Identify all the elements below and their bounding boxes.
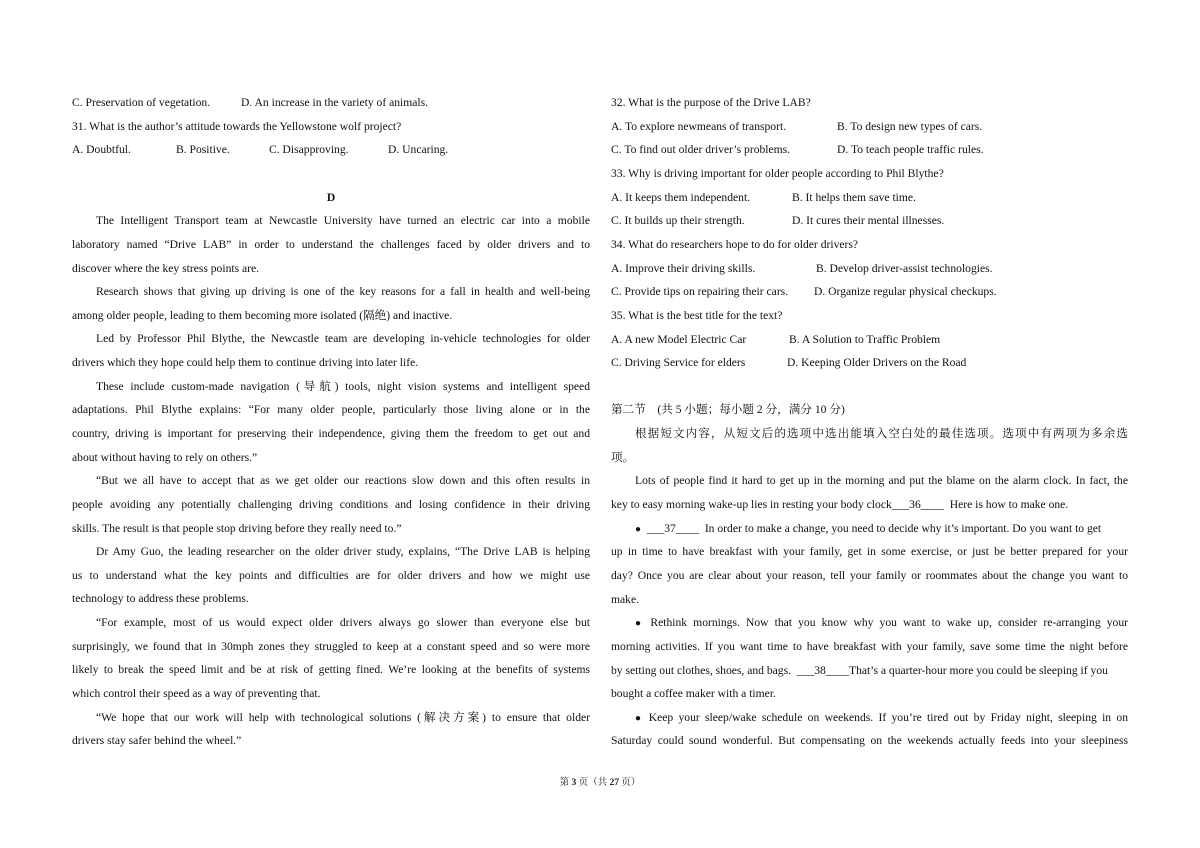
bullet-1 [611,517,1128,541]
text-line: which control their speed as a way of preventing that. [72,687,321,701]
option-b: B. Positive. [176,143,230,157]
section-title: 第二节 (共 5 小题；每小题 2 分，满分 10 分) [611,403,845,417]
q33-options [611,209,1128,233]
option-d: D. To teach people traffic rules. [837,143,984,157]
text-line: discover where the key stress points are. [72,261,260,275]
paragraph-8 [72,706,590,753]
text-line: drivers stay safer behind the wheel.” [72,734,242,748]
option-b: B. It helps them save time. [792,190,916,204]
option-c: C. Disapproving. [269,143,349,157]
text-line: bought a coffee maker with a timer. [611,687,776,701]
text-line: us to understand what the key points and difficulties are for older drivers and how we might use [72,568,590,582]
text-line: people avoiding any potentially challenging driving conditions and losing confidence in their driving [72,497,590,511]
text-line [611,493,1128,517]
bullet-3 [611,706,1128,730]
text-line [611,659,1128,683]
question-35: 35. What is the best title for the text? [611,308,783,322]
text-line: Lots of people find it hard to get up in the morning and put the blame on the alarm clock. In fact, the [635,474,1128,488]
option-c: C. To find out older driver’s problems. [611,143,791,157]
text-segment: by setting out clothes, shoes, and bags. [611,663,797,677]
text-line: among older people, leading to them becoming more isolated (隔绝) and inactive. [72,308,453,322]
paragraph-7 [72,611,590,706]
option-d: D. It cures their mental illnesses. [792,214,945,228]
footer-text: 页） [621,778,641,788]
q35-options [611,328,1128,352]
option-b: B. To design new types of cars. [837,119,983,133]
q34-options [611,280,1128,304]
paragraph-6 [72,540,590,611]
passage-letter: D [326,190,336,204]
text-line: about without having to rely on others.” [72,450,258,464]
text-line: Dr Amy Guo, the leading researcher on the older driver study, explains, “The Drive LAB is helping [96,545,590,559]
blank-38: ___38____ [796,663,849,677]
option-d: D. Keeping Older Drivers on the Road [787,356,967,370]
text-line: “But we all have to accept that as we get older our reactions slow down and this often results in [96,474,590,488]
text-segment: That’s a quarter-hour more you could be sleeping if you [848,663,1108,677]
option-b: B. Develop driver-assist technologies. [816,261,993,275]
option-b: B. A Solution to Traffic Problem [789,332,941,346]
paragraph-4 [72,375,590,470]
text-line: Research shows that giving up driving is one of the key reasons for a fall in health and well-being [96,285,590,299]
text-line: Saturday could sound wonderful. But compensating on the weekends actually feeds into your sleepiness [611,734,1128,748]
text-line: morning activities. If you want time to have breakfast with your family, save some time the night before [611,639,1128,653]
question-31: 31. What is the author’s attitude towards the Yellowstone wolf project? [72,119,402,133]
option-a: A. To explore newmeans of transport. [611,119,787,133]
paragraph-2 [72,280,590,327]
footer-text: 页（共 [578,778,608,788]
text-line: adaptations. Phil Blythe explains: “For many older people, particularly those living alone or in the [72,403,590,417]
text-line: day? Once you are clear about your reason, tell your family or roommates about the change you want to [611,568,1128,582]
text-line: country, driving is important for preserving their independence, giving them the freedom to get out and [72,427,590,440]
text-segment: In order to make a change, you need to decide why it’s important. Do you want to get [699,521,1102,535]
question-32: 32. What is the purpose of the Drive LAB? [611,96,811,109]
bullet-2 [611,611,1128,635]
text-segment: Here is how to make one. [943,498,1069,512]
bullet-icon: ● [635,523,642,535]
option-a: A. A new Model Electric Car [611,332,747,346]
q32-options [611,115,1128,139]
instruction-line: 项。 [611,450,635,464]
q30-options [72,91,590,115]
footer-text: 第 [559,778,570,788]
bullet-icon: ● [635,712,644,724]
option-a: A. Doubtful. [72,143,131,157]
total-pages: 27 [609,778,619,788]
text-line: “For example, most of us would expect older drivers always go slower than everyone else but [96,616,590,630]
q34-options [611,257,1128,281]
text-segment: key to easy morning wake-up lies in resting your body clock [611,498,892,512]
option-c: C. Preservation of vegetation. [72,96,211,109]
text-line: Led by Professor Phil Blythe, the Newcastle team are developing in-vehicle technologies for older [96,332,590,346]
text-line: “We hope that our work will help with technological solutions (解决方案) to ensure that older [96,710,590,724]
option-c: C. Provide tips on repairing their cars. [611,285,789,299]
blank-37: ___37____ [646,521,700,535]
text-line: These include custom-made navigation (导航) tools, night vision systems and intelligent speed [96,379,590,393]
option-c: C. It builds up their strength. [611,214,745,228]
right-column [611,91,1128,753]
paragraph-3 [72,327,590,374]
page-number: 3 [571,778,577,788]
text-line: drivers which they hope could help them to continue driving into later life. [72,356,419,370]
instruction-line: 根据短文内容，从短文后的选项中选出能填入空白处的最佳选项。选项中有两项为多余选 [635,427,1128,441]
text-line: technology to address these problems. [72,592,249,606]
bullet-icon: ● [635,618,645,630]
question-34: 34. What do researchers hope to do for older drivers? [611,237,859,251]
paragraph-5 [72,469,590,540]
q31-options [72,138,590,162]
paragraph-1 [72,209,590,280]
option-d: D. Organize regular physical checkups. [814,285,997,299]
option-d: D. An increase in the variety of animals. [241,96,429,109]
text-segment: Keep your sleep/wake schedule on weekends. If you’re tired out by Friday night, sleeping in on [648,710,1128,724]
left-column [72,91,590,753]
option-c: C. Driving Service for elders [611,356,746,370]
option-a: A. It keeps them independent. [611,190,751,204]
text-line: likely to break the speed limit and be at risk of getting fined. We’re looking at the benefits of systems [72,663,590,677]
text-line: up in time to have breakfast with your family, get in some exercise, or just be better prepared for your [611,545,1128,559]
q32-options [611,138,1128,162]
page-footer [0,774,1200,788]
q33-options [611,186,1128,210]
option-d: D. Uncaring. [388,143,449,157]
text-line: make. [611,592,640,606]
text-line: skills. The result is that people stop driving before they really need to.” [72,521,402,535]
option-a: A. Improve their driving skills. [611,261,756,275]
text-line: The Intelligent Transport team at Newcastle University have turned an electric car into a mobile [96,214,590,228]
text-line: laboratory named “Drive LAB” in order to understand the challenges faced by older drivers and to [72,237,590,251]
question-33: 33. Why is driving important for older people according to Phil Blythe? [611,166,944,180]
text-segment: Rethink mornings. Now that you know why you want to wake up, consider re-arranging your [650,616,1128,630]
blank-36: ___36____ [891,498,944,512]
text-line: surprisingly, we found that in 30mph zones they struggled to keep at a constant speed and so were more [72,639,590,653]
q35-options [611,351,1128,375]
